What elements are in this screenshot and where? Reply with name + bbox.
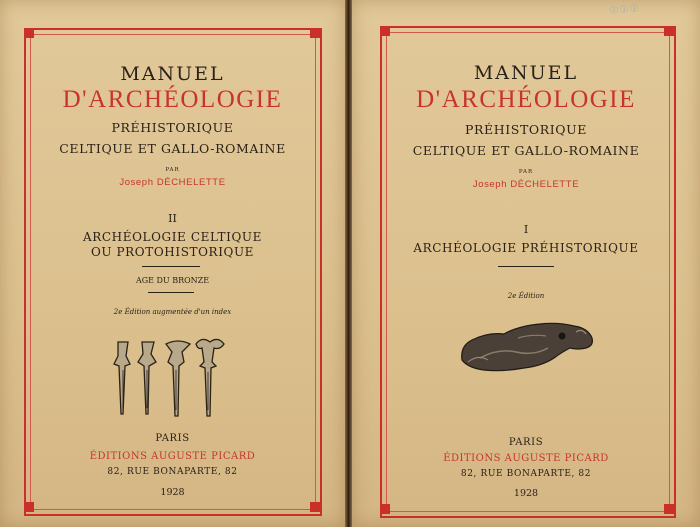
subtitle-line2: CELTIQUE ET GALLO-ROMAINE — [59, 141, 286, 156]
carved-horse-head-illustration — [458, 318, 598, 374]
par-word: PAR — [165, 167, 180, 173]
frame-corner — [310, 28, 320, 38]
volume-title-line1: ARCHÉOLOGIE CELTIQUE — [82, 230, 263, 244]
publication-city: PARIS — [508, 437, 544, 448]
author-name: Joseph DÉCHELETTE — [472, 179, 580, 190]
divider-rule — [148, 292, 194, 293]
publisher-name: ÉDITIONS AUGUSTE PICARD — [443, 453, 609, 464]
publication-city: PARIS — [155, 433, 190, 444]
frame-corner — [24, 502, 34, 512]
edition-note: 2e Édition augmentée d'un index — [113, 308, 232, 316]
subtitle-line2: CELTIQUE ET GALLO-ROMAINE — [412, 143, 640, 158]
frame-corner — [380, 504, 390, 514]
author-name: Joseph DÉCHELETTE — [119, 177, 226, 188]
publisher-address: 82, RUE BONAPARTE, 82 — [460, 469, 592, 479]
frame-corner — [664, 26, 674, 36]
subtitle-line1: PRÉHISTORIQUE — [465, 122, 587, 137]
ink-stamp: ⓘ ⓘ ⓘ — [609, 4, 639, 15]
frame-corner — [664, 504, 674, 514]
series-word: MANUEL — [120, 63, 225, 85]
publication-year: 1928 — [513, 488, 539, 499]
par-word: PAR — [518, 169, 534, 175]
volume-title-line2: OU PROTOHISTORIQUE — [90, 245, 255, 259]
volume-title: ARCHÉOLOGIE PRÉHISTORIQUE — [413, 241, 639, 255]
volume-number: I — [523, 223, 529, 236]
volume-number: II — [168, 212, 177, 225]
publication-year: 1928 — [160, 487, 185, 498]
main-title: D'ARCHÉOLOGIE — [416, 86, 636, 113]
section-title: AGE DU BRONZE — [135, 276, 210, 285]
divider-rule — [142, 266, 200, 267]
subtitle-line1: PRÉHISTORIQUE — [111, 120, 234, 135]
series-word: MANUEL — [473, 62, 579, 84]
divider-rule — [498, 266, 554, 267]
book-cover-volume-2 — [0, 0, 345, 527]
frame-corner — [24, 28, 34, 38]
book-gap — [345, 0, 352, 527]
edition-note: 2e Édition — [507, 292, 545, 300]
bronze-age-daggers-illustration — [108, 336, 238, 420]
publisher-name: ÉDITIONS AUGUSTE PICARD — [89, 451, 256, 462]
publisher-address: 82, RUE BONAPARTE, 82 — [107, 467, 238, 477]
frame-corner — [310, 502, 320, 512]
book-cover-volume-1 — [352, 0, 700, 527]
main-title: D'ARCHÉOLOGIE — [62, 86, 283, 113]
frame-corner — [380, 26, 390, 36]
